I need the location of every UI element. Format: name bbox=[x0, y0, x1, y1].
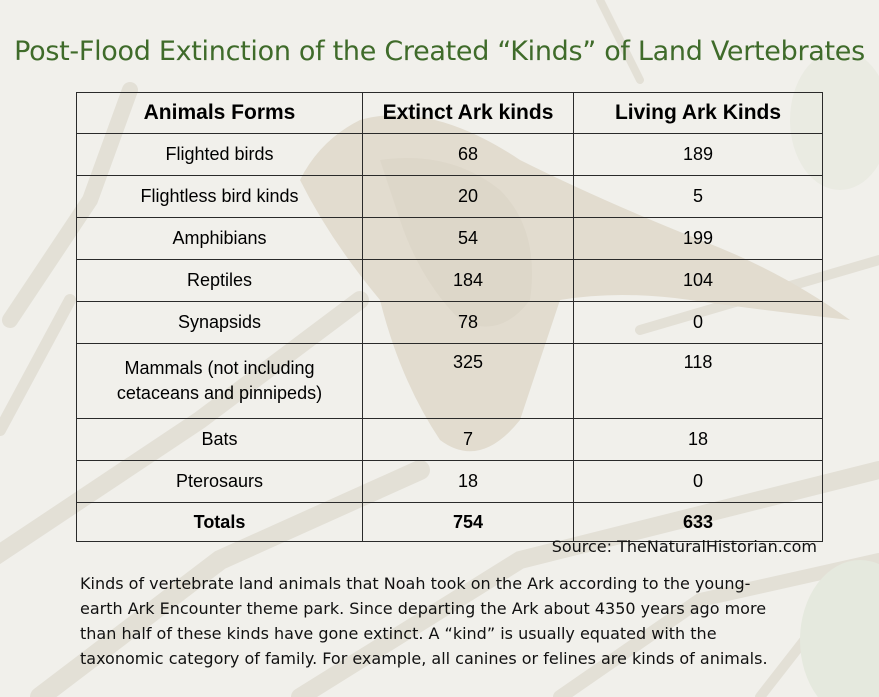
animal-form-line: cetaceans and pinnipeds) bbox=[116, 383, 323, 403]
source-credit: Source: TheNaturalHistorian.com bbox=[551, 537, 817, 556]
extinction-table bbox=[76, 92, 823, 542]
living-count-cell: 118 bbox=[574, 344, 823, 419]
extinct-count-cell: 20 bbox=[363, 176, 574, 218]
living-count-cell: 104 bbox=[574, 260, 823, 302]
slide-title: Post-Flood Extinction of the Created “Kinds” of Land Vertebrates bbox=[14, 36, 865, 67]
animal-form-cell: Amphibians bbox=[77, 218, 363, 260]
header-living-kinds: Living Ark Kinds bbox=[574, 93, 823, 134]
table-row bbox=[77, 176, 823, 218]
animal-form-cell: Bats bbox=[77, 419, 363, 461]
living-count-cell: 189 bbox=[574, 134, 823, 176]
table-row bbox=[77, 218, 823, 260]
caption-line: than half of these kinds have gone extinct. A “kind” is usually equated with the bbox=[80, 624, 717, 643]
table-row bbox=[77, 344, 823, 419]
table-header-row bbox=[77, 93, 823, 134]
extinct-count-cell: 68 bbox=[363, 134, 574, 176]
table-row bbox=[77, 134, 823, 176]
totals-row bbox=[77, 503, 823, 542]
living-count-cell: 18 bbox=[574, 419, 823, 461]
totals-label: Totals bbox=[77, 503, 363, 542]
living-count-cell: 199 bbox=[574, 218, 823, 260]
extinct-count-cell: 78 bbox=[363, 302, 574, 344]
table-row bbox=[77, 260, 823, 302]
animal-form-cell: Reptiles bbox=[77, 260, 363, 302]
caption-text bbox=[80, 571, 860, 671]
animal-form-cell: Pterosaurs bbox=[77, 461, 363, 503]
living-count-cell: 0 bbox=[574, 461, 823, 503]
animal-form-cell: Flighted birds bbox=[77, 134, 363, 176]
caption-line: earth Ark Encounter theme park. Since departing the Ark about 4350 years ago more bbox=[80, 599, 767, 618]
totals-extinct: 754 bbox=[363, 503, 574, 542]
extinct-count-cell: 54 bbox=[363, 218, 574, 260]
header-animal-forms: Animals Forms bbox=[77, 93, 363, 134]
extinct-count-cell: 7 bbox=[363, 419, 574, 461]
extinct-count-cell: 18 bbox=[363, 461, 574, 503]
caption-line: Kinds of vertebrate land animals that Noah took on the Ark according to the young- bbox=[80, 574, 751, 593]
extinct-count-cell: 325 bbox=[363, 344, 574, 419]
table-row bbox=[77, 461, 823, 503]
extinct-count-cell: 184 bbox=[363, 260, 574, 302]
table-row bbox=[77, 419, 823, 461]
animal-form-cell: Flightless bird kinds bbox=[77, 176, 363, 218]
living-count-cell: 0 bbox=[574, 302, 823, 344]
animal-form-cell bbox=[77, 344, 363, 419]
caption-line: taxonomic category of family. For example, all canines or felines are kinds of animals. bbox=[80, 649, 768, 668]
living-count-cell: 5 bbox=[574, 176, 823, 218]
totals-living: 633 bbox=[574, 503, 823, 542]
animal-form-line: Mammals (not including bbox=[124, 358, 315, 378]
header-extinct-kinds: Extinct Ark kinds bbox=[363, 93, 574, 134]
table-row bbox=[77, 302, 823, 344]
animal-form-cell: Synapsids bbox=[77, 302, 363, 344]
